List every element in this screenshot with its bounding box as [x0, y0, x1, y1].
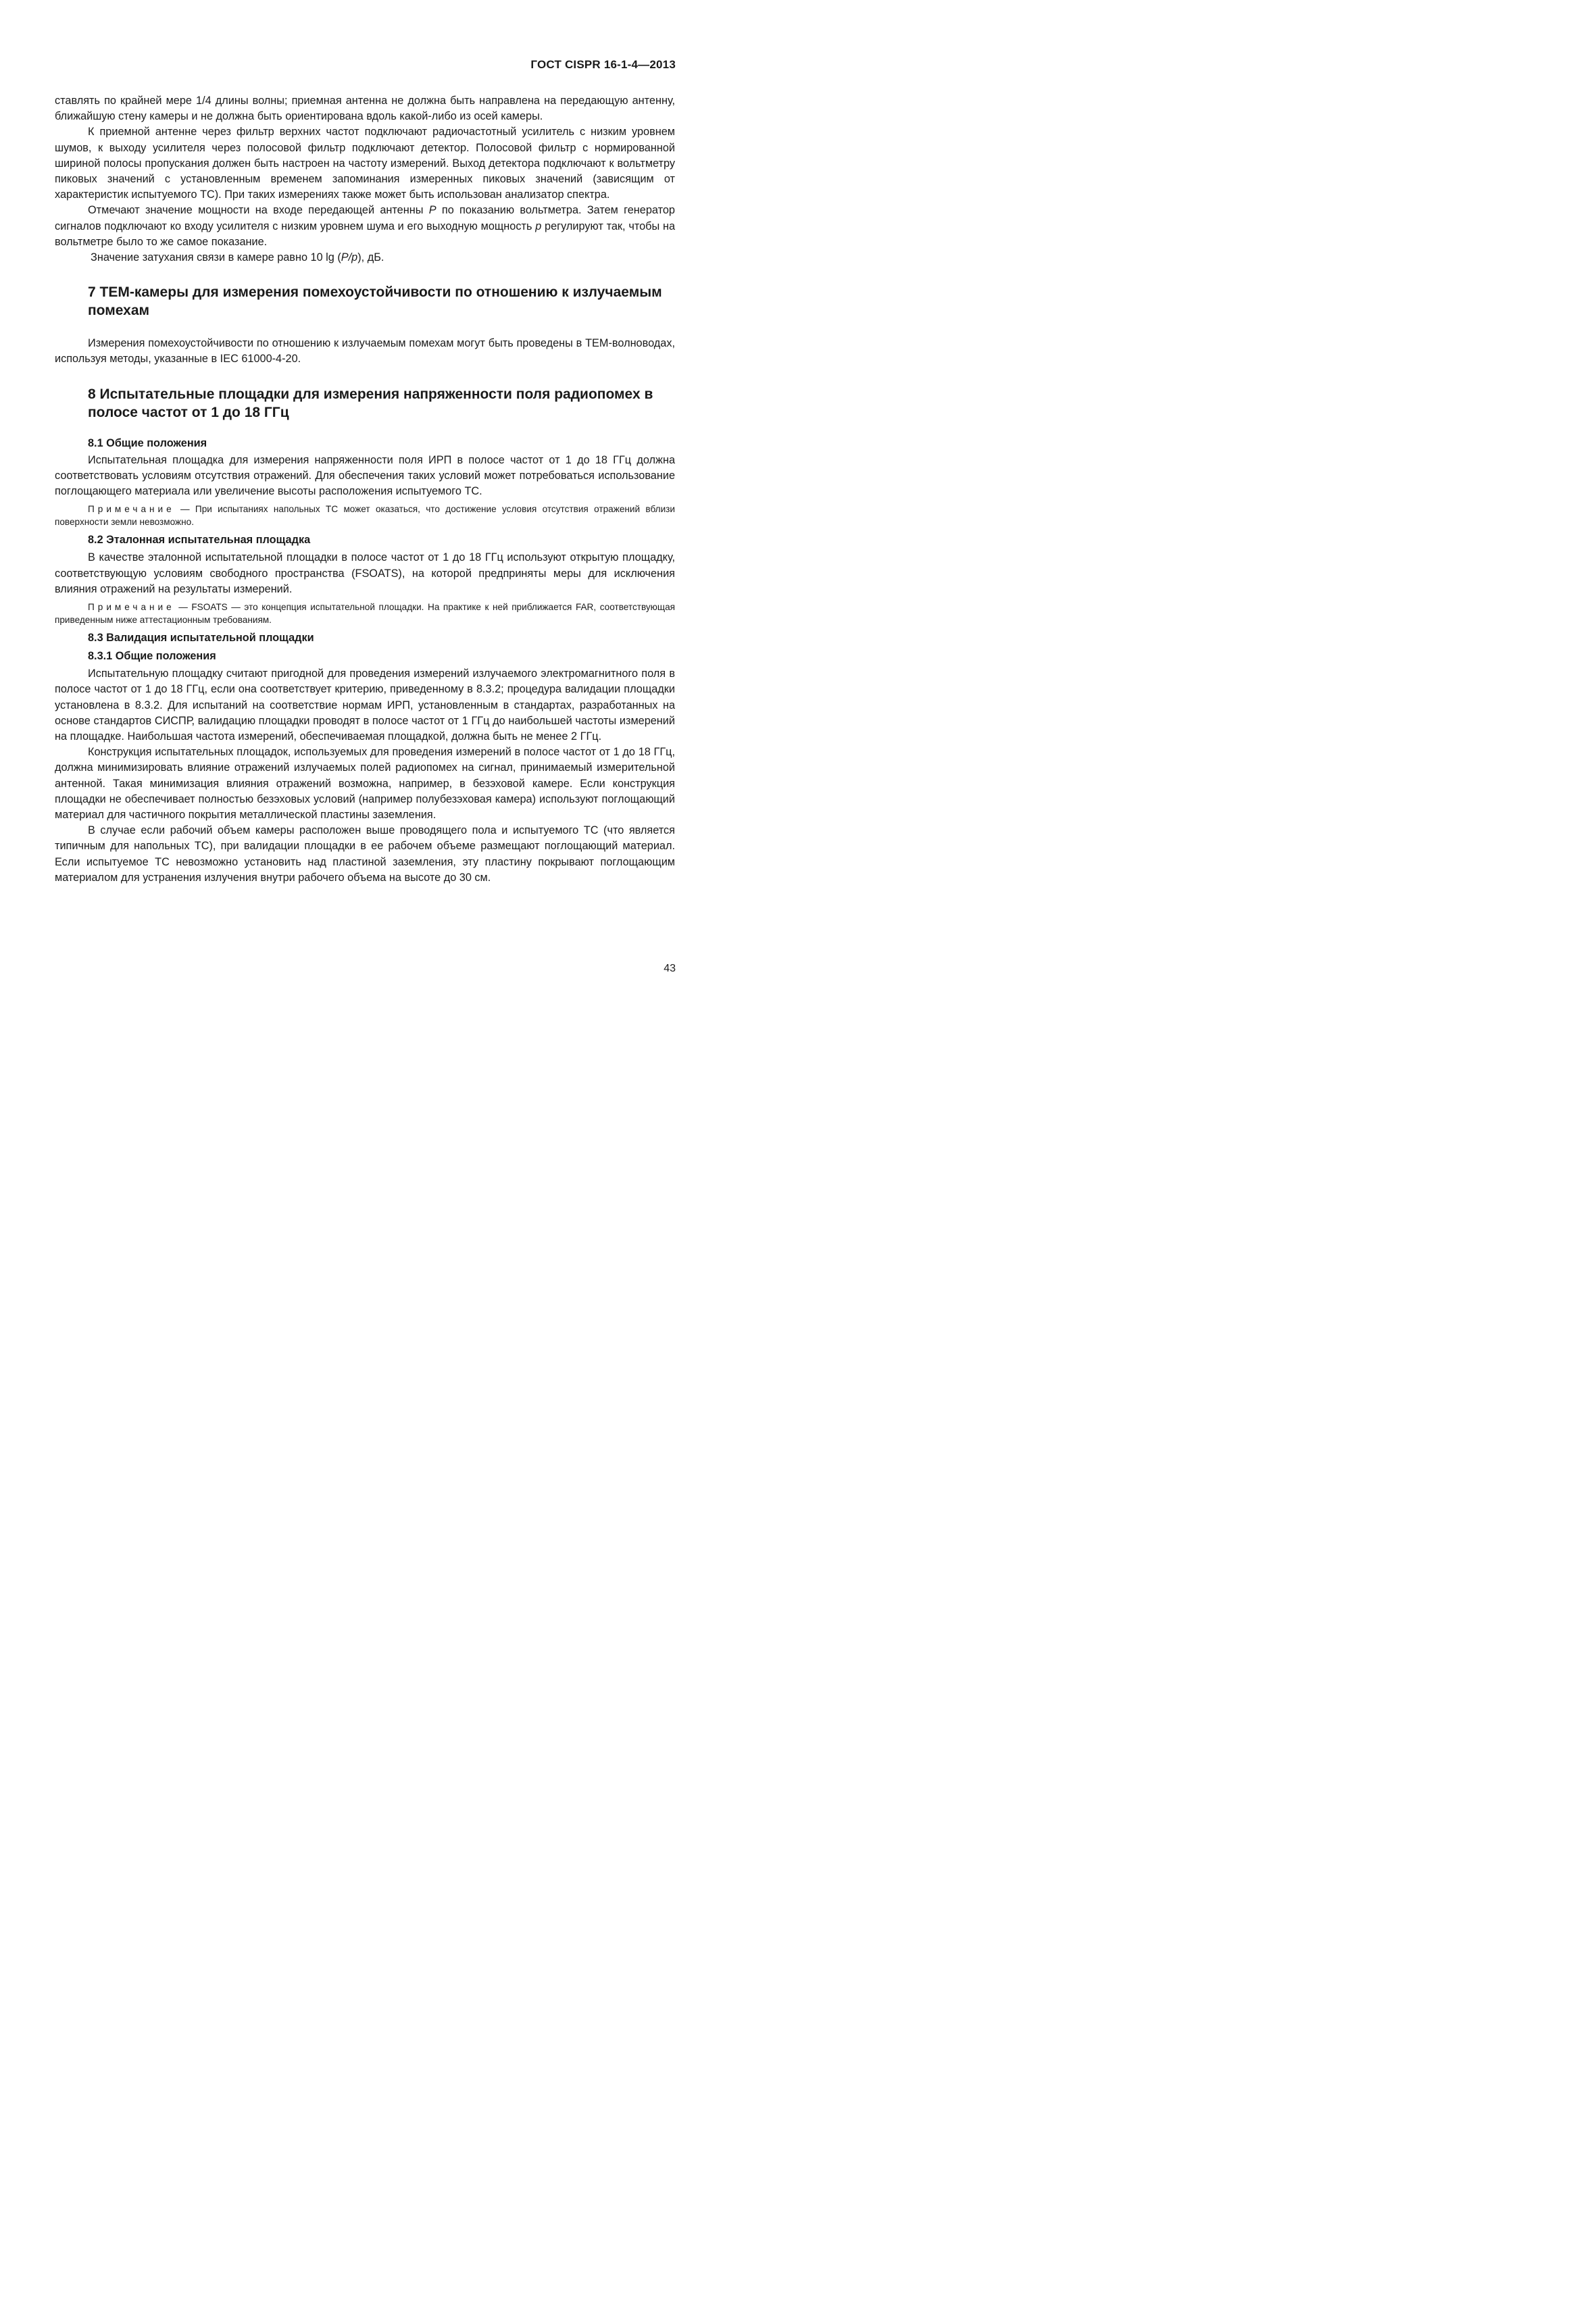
note-label: Примечание	[88, 602, 175, 613]
paragraph: Конструкция испытательных площадок, используемых для проведения измерений в полосе частот от 1 до 18 ГГц, должна минимизировать влияние отражений излучаемых полей радиопомех на сигнал, принимаемый измерительной антенной. Такая минимизация влияния отражений возможна, например, в безэховой камере. Если конструкция площадки не обеспечивает полностью безэховых условий (например полубезэховая камера) используют поглощающий материал для частичного покрытия металлической пластины заземления.	[55, 746, 675, 822]
formula-fraction: P/p	[341, 251, 358, 264]
note-text: — FSOATS — это концепция испытательной площадки. На практике к ней приближается FAR, соответствующая приведенным ниже аттестационным требованиям.	[55, 602, 675, 625]
note	[55, 503, 675, 528]
note-label: Примечание	[88, 504, 175, 515]
text-run: Отмечают значение мощности на входе передающей антенны	[88, 204, 429, 217]
subsection-8-1-heading: 8.1 Общие положения	[88, 436, 207, 449]
section-8-heading: 8 Испытательные площадки для измерения напряженности поля радиопомех в полосе частот от 1 до 18 ГГц	[88, 386, 653, 420]
subsection-8-3-1-heading: 8.3.1 Общие положения	[88, 650, 216, 663]
section-7-heading: 7 ТЕМ-камеры для измерения помехоустойчивости по отношению к излучаемым помехам	[88, 284, 662, 319]
text-run: по показанию вольтметра. Затем генератор сигналов подключают ко входу усилителя с низким уровнем шума и его выходную мощность	[55, 204, 675, 232]
subsection-8-2-heading: 8.2 Эталонная испытательная площадка	[88, 534, 311, 547]
text-run: ), дБ.	[357, 251, 384, 264]
subsection-8-3-heading: 8.3 Валидация испытательной площадки	[88, 632, 314, 645]
paragraph: В качестве эталонной испытательной площадки в полосе частот от 1 до 18 ГГц используют открытую площадку, соответствующую условиям свободного пространства (FSOATS), на которой предприняты меры для исключения влияния отражений на результаты измерений.	[55, 551, 675, 595]
note	[55, 601, 675, 626]
paragraph: К приемной антенне через фильтр верхних частот подключают радиочастотный усилитель с низким уровнем шумов, к выходу усилителя через полосовой фильтр подключают детектор. Полосовой фильтр с нормированной шириной полосы пропускания должен быть настроен на частоту измерений. Выход детектора подключают к вольтметру пиковых значений с установленным временем запоминания измеренных пиковых значений (зависящим от характеристик испытуемого ТС). При таких измерениях также может быть использован анализатор спектра.	[55, 126, 675, 201]
note-text: — При испытаниях напольных ТС может оказаться, что достижение условия отсутствия отражений вблизи поверхности земли невозможно.	[55, 504, 675, 527]
text-run: Значение затухания связи в камере равно 10 lg (	[91, 251, 341, 264]
page-number: 43	[664, 963, 676, 974]
paragraph	[55, 203, 675, 250]
paragraph: В случае если рабочий объем камеры расположен выше проводящего пола и испытуемого ТС (что является типичным для напольных ТС), при валидации площадки в ее рабочем объеме размещают поглощающий материал. Если испытуемое ТС невозможно установить над пластиной заземления, эту пластину покрывают поглощающим материалом для устранения излучения внутри рабочего объема на высоте до 30 см.	[55, 824, 675, 884]
paragraph	[55, 250, 675, 266]
paragraph: Испытательную площадку считают пригодной для проведения измерений излучаемого электромагнитного поля в полосе частот от 1 до 18 ГГц, если она соответствует критерию, приведенному в 8.3.2; процедура валидации площадки установлена в 8.3.2. Для испытаний на соответствие нормам ИРП, установленным в стандартах, разработанных на основе стандартов СИСПР, валидацию площадки проводят в полосе частот от 1 ГГц до наибольшей частоты измерений на площадке. Наибольшая частота измерений, обеспечиваемая площадкой, должна быть не менее 2 ГГц.	[55, 668, 675, 743]
page-content	[55, 93, 675, 886]
text-run: регулируют так, чтобы на вольтметре было то же самое показание.	[55, 220, 676, 248]
variable-P: P	[428, 204, 437, 217]
variable-p: p	[535, 220, 542, 232]
paragraph: Измерения помехоустойчивости по отношению к излучаемым помехам могут быть проведены в ТЕМ-волноводах, используя методы, указанные в IEC 61000-4-20.	[55, 337, 675, 366]
document-page	[0, 0, 730, 1058]
paragraph: ставлять по крайней мере 1/4 длины волны; приемная антенна не должна быть направлена на передающую антенну, ближайшую стену камеры и не должна быть ориентирована вдоль какой-либо из осей камеры.	[55, 95, 675, 123]
document-header: ГОСТ CISPR 16-1-4—2013	[530, 58, 676, 71]
paragraph: Испытательная площадка для измерения напряженности поля ИРП в полосе частот от 1 до 18 ГГц должна соответствовать условиям отсутствия отражений. Для обеспечения таких условий может потребоваться использование поглощающего материала или увеличение высоты расположения испытуемого ТС.	[55, 453, 675, 498]
